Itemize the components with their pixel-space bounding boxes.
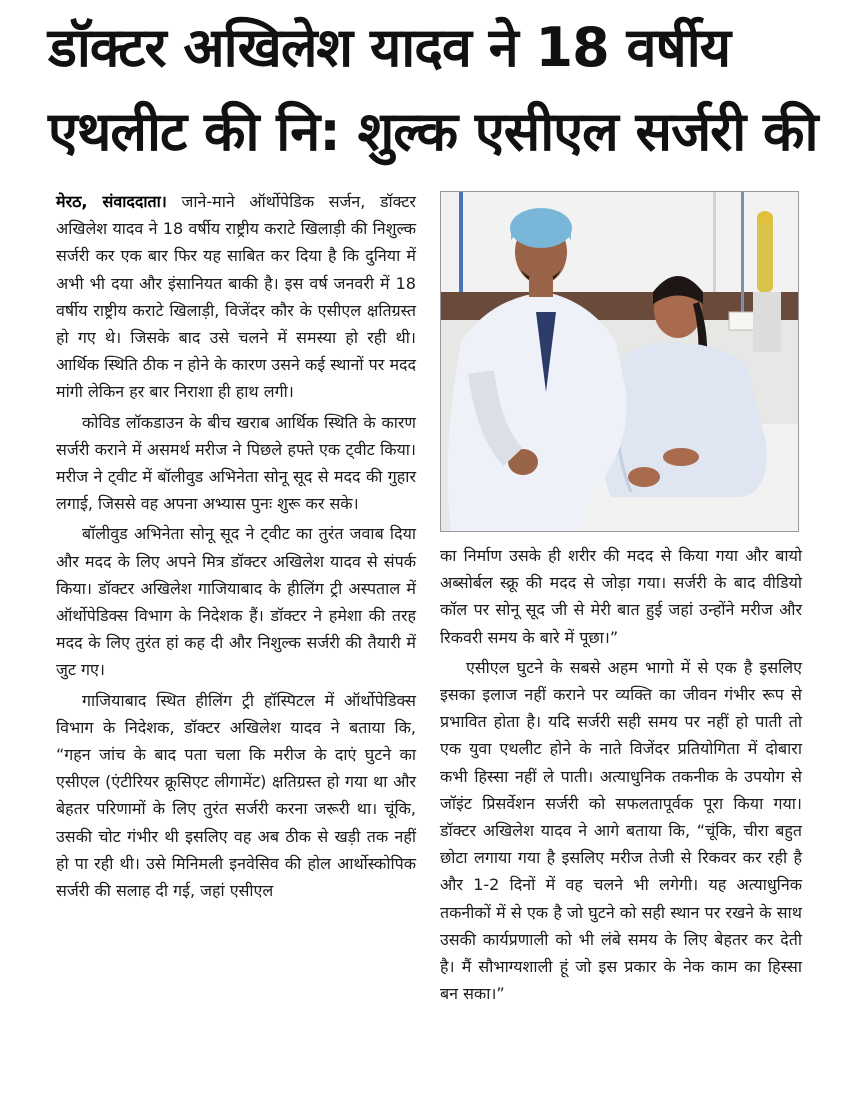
paragraph: बॉलीवुड अभिनेता सोनू सूद ने ट्वीट का तुरंत जवाब दिया और मदद के लिए अपने मित्र डॉक्टर अखिलेश यादव से संपर्क किया। डॉक्टर अखिलेश गाजियाबाद के हीलिंग ट्री अस्पताल में ऑर्थोपेडिक्स विभाग के निदेशक हैं। डॉक्टर ने हमेशा की तरह मदद के लिए तुरंत हां कह दी और निशुल्क सर्जरी की तैयारी में जुट गए। bbox=[56, 524, 416, 680]
paragraph: कोविड लॉकडाउन के बीच खराब आर्थिक स्थिति के कारण सर्जरी कराने में असमर्थ मरीज ने पिछले हफ्ते एक ट्वीट किया। मरीज ने ट्वीट में बॉलीवुड अभिनेता सोनू सूद से मदद की गुहार लगाई, जिससे वह अपना अभ्यास पुनः शुरू कर सके। bbox=[56, 412, 416, 514]
article-left-column bbox=[56, 188, 416, 904]
photo-doctor-and-patient bbox=[441, 192, 798, 531]
dateline: मेरठ, संवाददाता। bbox=[56, 192, 167, 211]
paragraph: एसीएल घुटने के सबसे अहम भागो में से एक है इसलिए इसका इलाज नहीं कराने पर व्यक्ति का जीवन गंभीर रूप से प्रभावित होता है। यदि सर्जरी सही समय पर नहीं हो पाती तो एक युवा एथलीट होने के नाते विजेंदर प्रतियोगिता में दोबारा कभी हिस्सा नहीं ले पाती। अत्याधुनिक तकनीक के उपयोग से जॉइंट प्रिसर्वेशन सर्जरी को सफलतापूर्वक पूरा किया गया। डॉक्टर अखिलेश यादव ने आगे बताया कि, “चूंकि, चीरा बहुत छोटा लगाया गया है इसलिए मरीज तेजी से रिकवर कर रही है और 1-2 दिनों में वह चलने भी लगेगी। यह अत्याधुनिक तकनीकों में से एक है जो घुटने को सही स्थान पर रखने के साथ उसकी कार्यप्रणाली को भी लंबे समय के लिए बेहतर कर देती है। मैं सौभाग्यशाली हूं जो इस प्रकार के नेक काम का हिस्सा बन सका।” bbox=[440, 657, 802, 1004]
paragraph: गाजियाबाद स्थित हीलिंग ट्री हॉस्पिटल में ऑर्थोपेडिक्स विभाग के निदेशक, डॉक्टर अखिलेश यादव ने बताया कि, “गहन जांच के बाद पता चला कि मरीज के दाएं घुटने का एसीएल (एंटीरियर क्रूसिएट लीगामेंट) क्षतिग्रस्त हो गया था और बेहतर परिणामों के लिए तुरंत सर्जरी करना जरूरी था। चूंकि, उसकी चोट गंभीर थी इसलिए वह अब ठीक से खड़ी तक नहीं हो पा रही थी। उसे मिनिमली इनवेसिव की होल आर्थोस्कोपिक सर्जरी की सलाह दी गई, जहां एसीएल bbox=[56, 690, 416, 901]
paragraph: का निर्माण उसके ही शरीर की मदद से किया गया और बायो अब्सोर्बल स्क्रू की मदद से जोड़ा गया। सर्जरी के बाद वीडियो कॉल पर सोनू सूद जी से मेरी बात हुई जहां उन्होंने मरीज और रिकवरी समय के बारे में पूछा।” bbox=[440, 546, 802, 647]
headline: डॉक्टर अखिलेश यादव ने 18 वर्षीय एथलीट की नि: शुल्क एसीएल सर्जरी की bbox=[48, 16, 818, 163]
paragraph-text: जाने-माने ऑर्थोपेडिक सर्जन, डॉक्टर अखिलेश यादव ने 18 वर्षीय राष्ट्रीय कराटे खिलाड़ी की निशुल्क सर्जरी कर एक बार फिर यह साबित कर दिया है कि दुनिया में अभी भी दया और इंसानियत बाकी है। इस वर्ष जनवरी में 18 वर्षीय राष्ट्रीय कराटे खिलाड़ी, विजेंदर कौर के एसीएल क्षतिग्रस्त हो गए थे। जिसके बाद उसे चलने में समस्या हो रही थी। आर्थिक स्थिति ठीक न होने के कारण उसने कई स्थानों पर मदद मांगी लेकिन हर बार निराशा ही हाथ लगी। bbox=[56, 192, 416, 402]
article-right-column bbox=[440, 542, 802, 1007]
paragraph bbox=[56, 188, 416, 406]
news-photo bbox=[440, 191, 799, 532]
